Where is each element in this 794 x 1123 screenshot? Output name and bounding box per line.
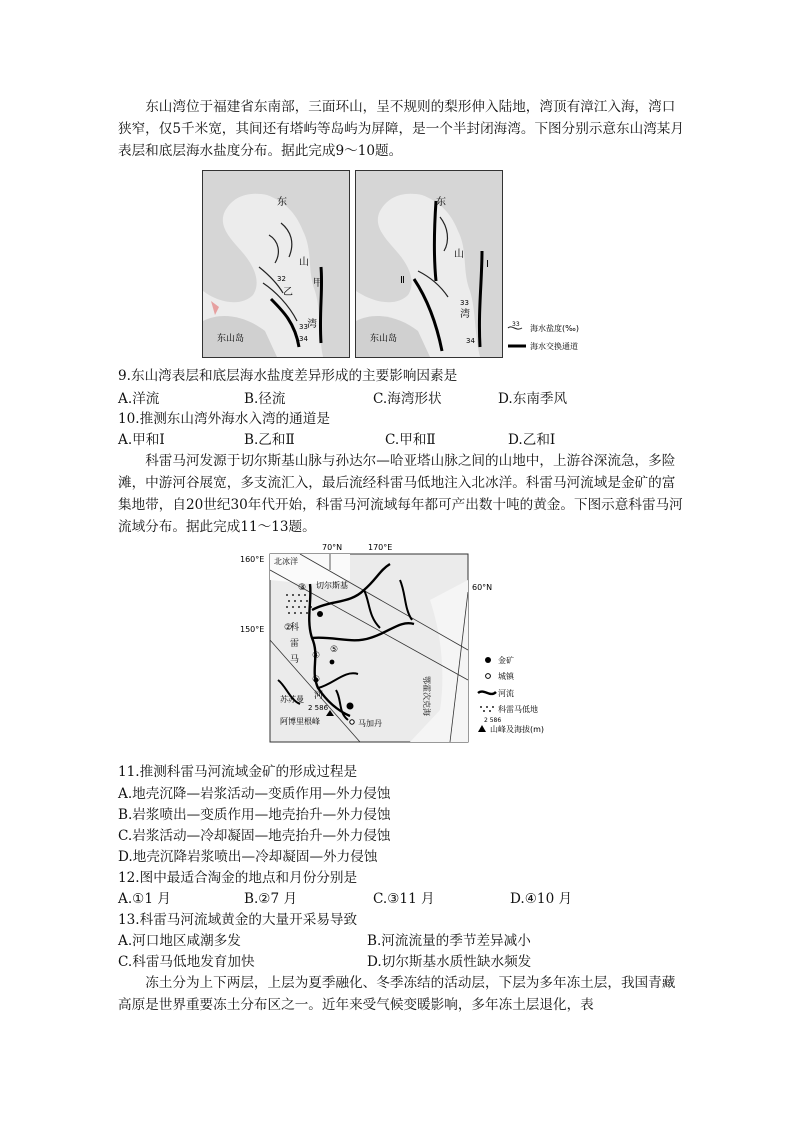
- label-dongshan-island: 东山岛: [217, 334, 245, 344]
- q10-option-d: D.乙和Ⅰ: [508, 432, 556, 448]
- label-cherski: 切尔斯基: [316, 581, 348, 590]
- marker-4: ④: [312, 651, 321, 661]
- legend-lowland-icon: [480, 706, 494, 712]
- label-peak-height: 2 586: [308, 704, 329, 712]
- label-dong: 东: [436, 197, 446, 208]
- gold-mine-icon: [347, 703, 354, 710]
- label-wan: 湾: [460, 309, 470, 320]
- legend-peak: 山峰及海拔(m): [490, 725, 545, 734]
- passage-kolyma: 科雷马河发源于切尔斯基山脉与孙达尔—哈亚塔山脉之间的山地中，上游谷深流急，多险滩，中游河谷展宽，多支流汇入，最后流经科雷马低地注入北冰洋。科雷马河流域是金矿的富集地带，自20世纪30年代开始，科雷马河流域每年都可产出数十吨的黄金。下图示意科雷马河流域分布。据此完成11～13题。: [118, 453, 683, 535]
- q12-option-a: A.①1 月: [118, 891, 171, 907]
- label-dong: 东: [277, 197, 287, 208]
- label-ke: 科: [290, 623, 300, 633]
- town-icon: [350, 720, 354, 724]
- label-ma: 马: [290, 655, 300, 665]
- label-he: 河: [314, 691, 324, 701]
- marker-1: ①: [312, 675, 321, 685]
- q11-option-c: C.岩浆活动—冷却凝固—地壳抬升—外力侵蚀: [118, 828, 391, 844]
- legend-gold-icon: [485, 657, 491, 663]
- q11-option-b: B.岩浆喷出—变质作用—地壳抬升—外力侵蚀: [118, 807, 391, 823]
- label-shan: 山: [299, 257, 309, 268]
- legend-salinity: 海水盐度(‰): [530, 324, 579, 333]
- q12-option-d: D.④10 月: [510, 891, 573, 907]
- q10-option-c: C.甲和Ⅱ: [385, 432, 436, 448]
- marker-3: ③: [298, 583, 307, 593]
- legend-lowland: 科雷马低地: [498, 705, 538, 714]
- q10-option-a: A.甲和Ⅰ: [118, 432, 165, 448]
- map-bottom-salinity: [355, 170, 503, 358]
- fig1-legend: [506, 318, 610, 354]
- label-arctic: 北冰洋: [274, 557, 298, 566]
- legend-river-icon: [478, 692, 496, 694]
- marker-2: ②: [284, 623, 293, 633]
- label-susuman: 苏苏曼: [280, 695, 304, 704]
- legend-town-icon: [486, 674, 491, 679]
- q10-stem: 10.推测东山湾外海水入湾的通道是: [118, 411, 330, 427]
- label-II: Ⅱ: [400, 275, 405, 286]
- label-160e: 160°E: [240, 555, 265, 564]
- q10-option-b: B.乙和Ⅱ: [244, 432, 295, 448]
- legend-town: 城镇: [498, 672, 514, 681]
- q13-option-a: A.河口地区咸潮多发: [118, 933, 241, 949]
- iso-34: 34: [466, 337, 475, 345]
- label-150e: 150°E: [240, 625, 265, 634]
- iso-33: 33: [299, 323, 308, 331]
- legend-iso-value: 33: [512, 321, 520, 328]
- q12-option-c: C.③11 月: [373, 891, 435, 907]
- q9-option-b: B.径流: [244, 391, 286, 407]
- q13-option-d: D.切尔斯基水质性缺水频发: [367, 954, 532, 970]
- gold-mine-icon: [330, 660, 335, 665]
- iso-33: 33: [460, 299, 469, 307]
- q9-option-c: C.海湾形状: [373, 391, 442, 407]
- passage-dongshan-bay: 东山湾位于福建省东南部，三面环山，呈不规则的梨形伸入陆地，湾顶有漳江入海，湾口狭窄，仅5千米宽，其间还有塔屿等岛屿为屏障，是一个半封闭海湾。下图分别示意东山湾某月表层和底层海水盐度分布。据此完成9～10题。: [118, 99, 684, 159]
- label-dongshan-island: 东山岛: [370, 334, 398, 344]
- label-yi: 乙: [283, 287, 293, 298]
- q11-option-d: D.地壳沉降岩浆喷出—冷却凝固—外力侵蚀: [118, 849, 378, 865]
- q9-option-d: D.东南季风: [498, 391, 568, 407]
- q9-stem: 9.东山湾表层和底层海水盐度差异形成的主要影响因素是: [118, 368, 458, 384]
- label-170e: 170°E: [368, 543, 393, 552]
- map-kolyma-basin: [240, 540, 570, 750]
- label-70n: 70°N: [322, 543, 343, 552]
- legend-channel: 海水交换通道: [530, 342, 578, 351]
- q13-stem: 13.科雷马河流域黄金的大量开采易导致: [118, 912, 358, 928]
- label-60n: 60°N: [472, 583, 493, 592]
- q9-option-a: A.洋流: [118, 391, 160, 407]
- label-shan: 山: [454, 249, 464, 260]
- iso-34: 34: [299, 335, 308, 343]
- label-magadan: 马加丹: [358, 719, 382, 728]
- label-wan: 湾: [307, 319, 317, 330]
- q12-stem: 12.图中最适合淘金的地点和月份分别是: [118, 870, 358, 886]
- legend-gold: 金矿: [498, 656, 514, 665]
- q12-option-b: B.②7 月: [244, 891, 298, 907]
- passage-permafrost: 冻土分为上下两层，上层为夏季融化、冬季冻结的活动层，下层为多年冻土层，我国青藏高原是世界重要冻土分布区之一。近年来受气候变暖影响，多年冻土层退化，表: [118, 975, 676, 1013]
- label-okhotsk: 鄂霍次克海: [422, 676, 431, 716]
- legend-river: 河流: [498, 689, 514, 698]
- gold-mine-icon: [317, 611, 323, 617]
- legend-peak-icon: [478, 725, 486, 732]
- label-lei: 雷: [290, 639, 300, 649]
- legend-peak-value: 2 586: [484, 717, 502, 724]
- fig2-legend: [478, 655, 544, 734]
- iso-32: 32: [277, 275, 286, 283]
- channel-one: [435, 201, 437, 281]
- q13-option-b: B.河流流量的季节差异减小: [367, 933, 531, 949]
- q11-stem: 11.推测科雷马河流域金矿的形成过程是: [118, 764, 358, 780]
- label-peak-name: 阿博里根峰: [280, 717, 320, 726]
- map-surface-salinity: [202, 170, 350, 358]
- q13-option-c: C.科雷马低地发育加快: [118, 954, 255, 970]
- marker-5: ⑤: [330, 645, 339, 655]
- q11-option-a: A.地壳沉降—岩浆活动—变质作用—外力侵蚀: [118, 786, 391, 802]
- label-jia: 甲: [313, 278, 323, 289]
- label-I: Ⅰ: [486, 259, 489, 270]
